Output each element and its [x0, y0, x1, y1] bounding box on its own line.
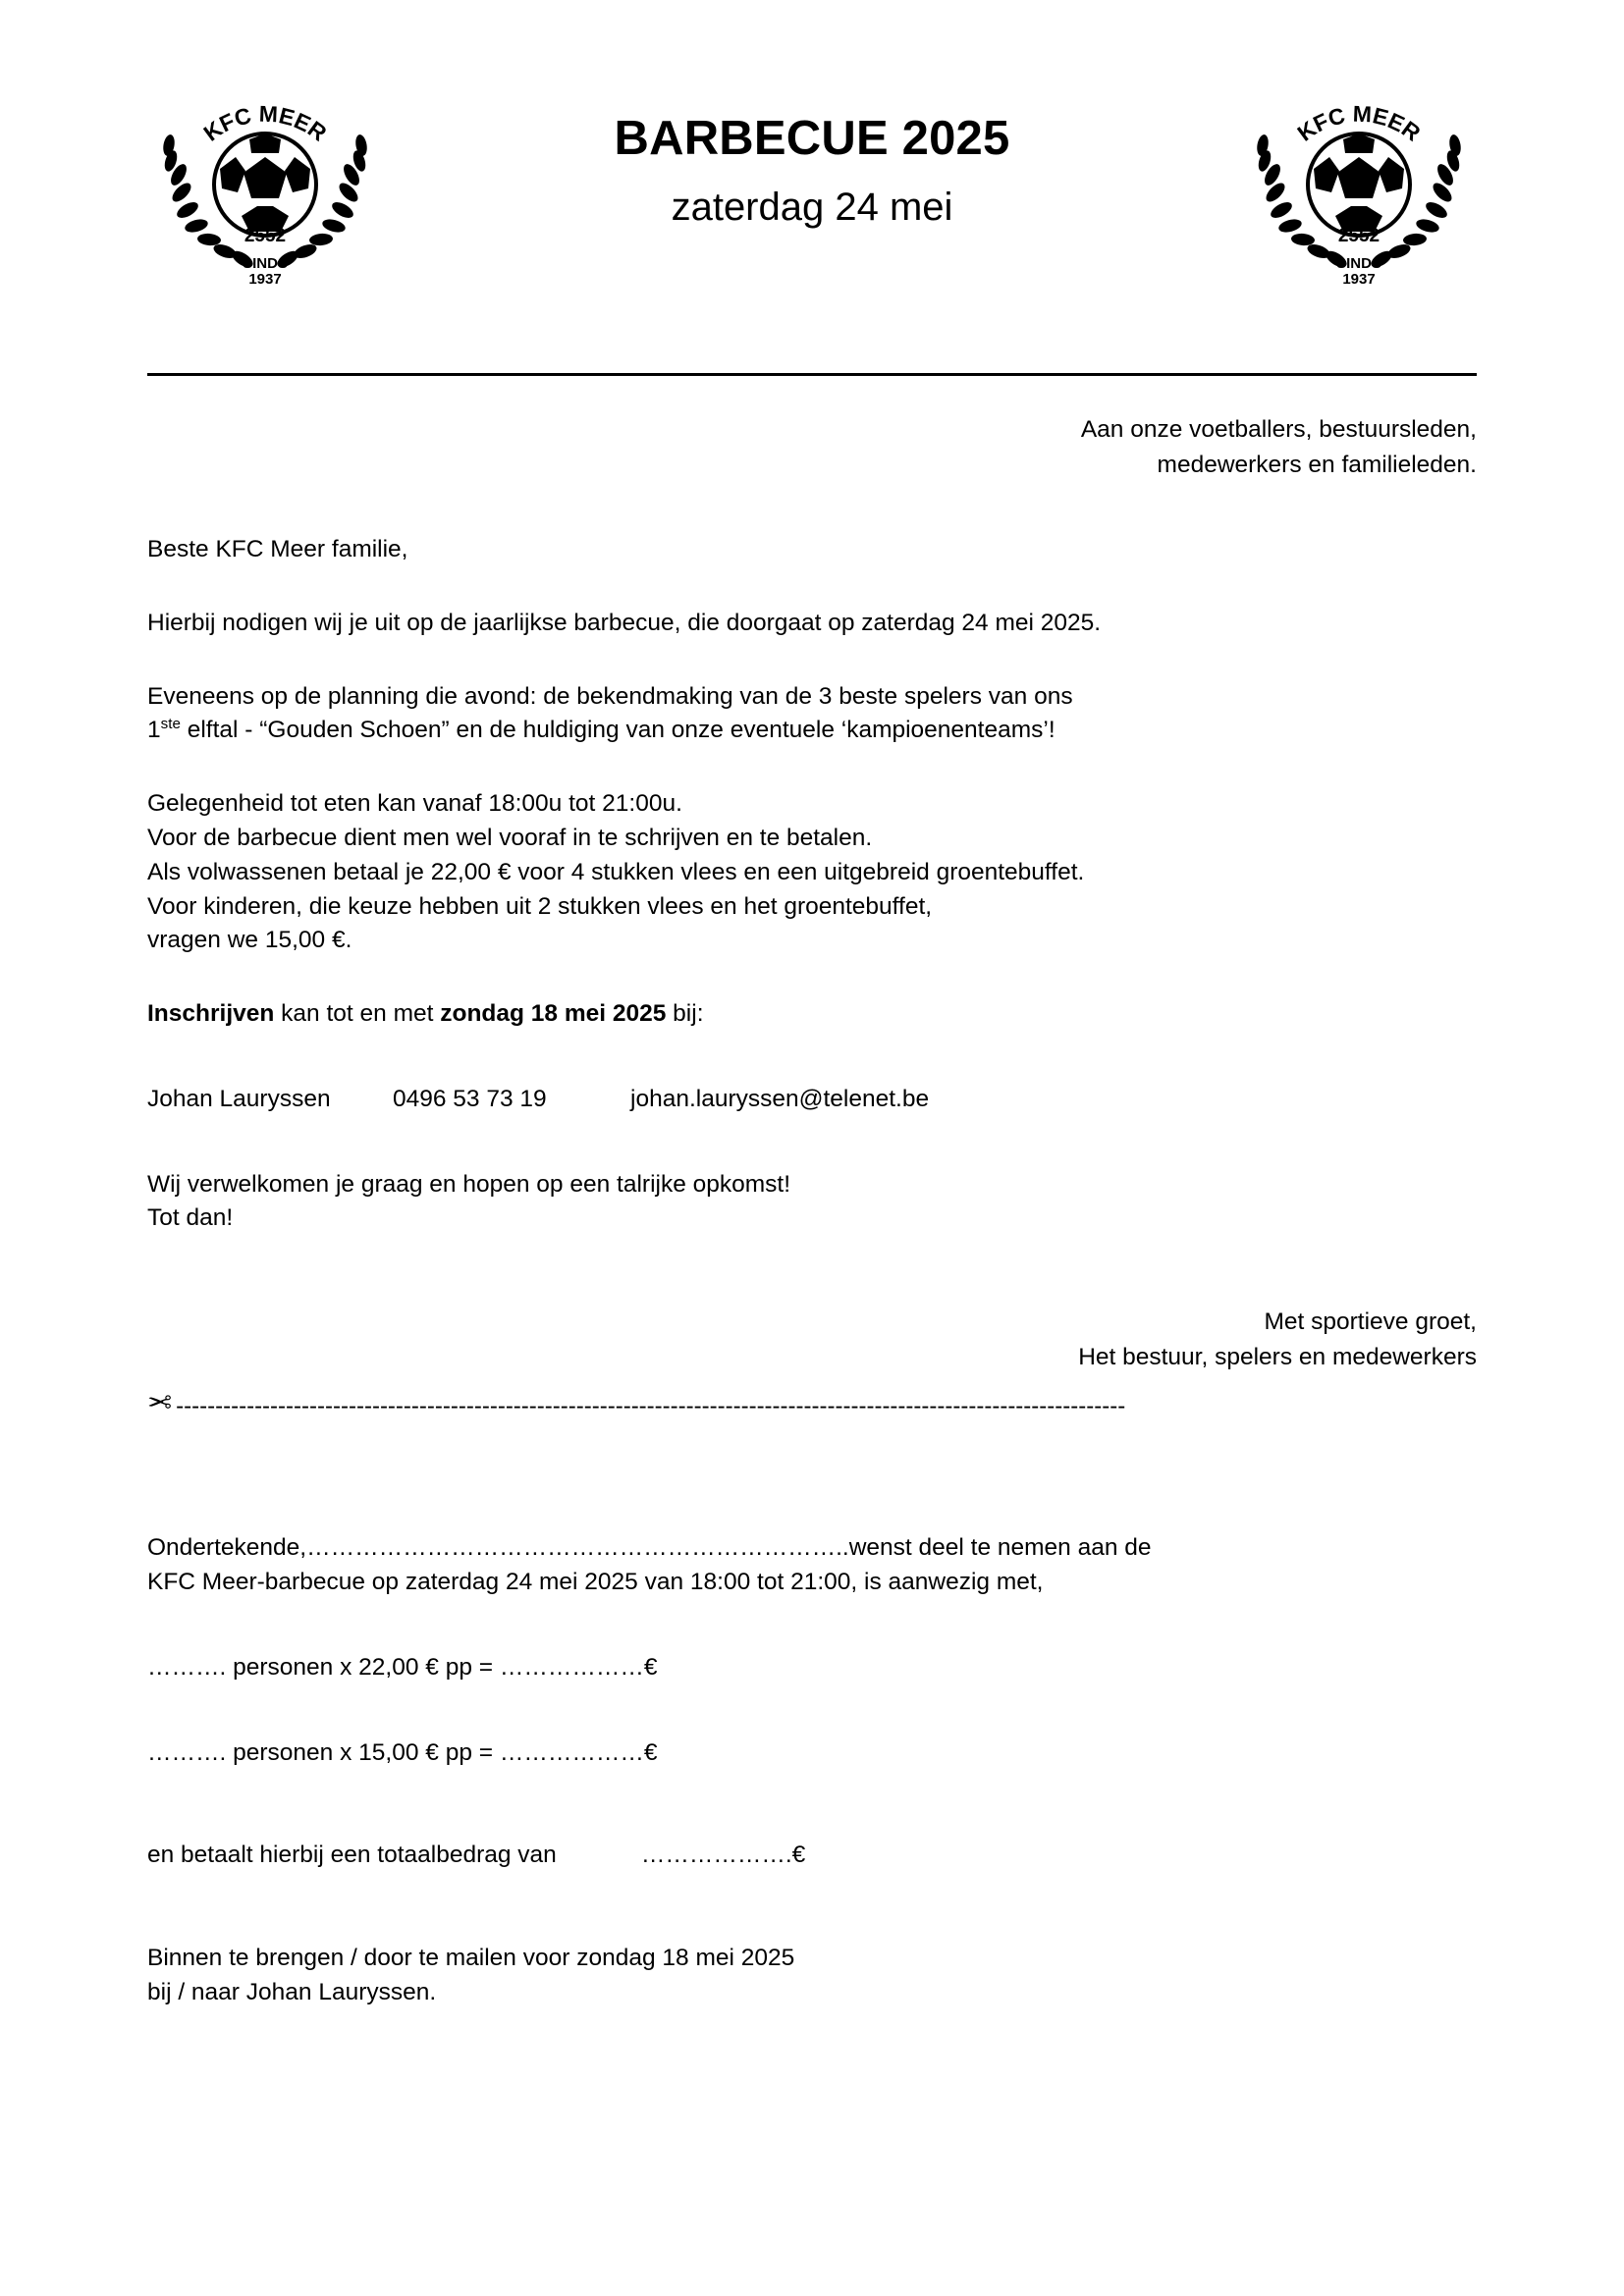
cut-dashes: ------------------------------------------------------------------------------------------------------------------------- — [176, 1395, 1126, 1419]
form-line-2: KFC Meer-barbecue op zaterdag 24 mei 2025 van 18:00 tot 21:00, is aanwezig met, — [147, 1569, 1044, 1595]
svg-text:2552: 2552 — [244, 226, 287, 246]
svg-text:SINDS: SINDS — [1336, 255, 1381, 272]
cut-here-line — [147, 1384, 1477, 1423]
delivery-line-2: bij / naar Johan Lauryssen. — [147, 1978, 437, 2005]
form-line-1: Ondertekende,…………………………………………………………..wenst deel te nemen aan de — [147, 1534, 1152, 1562]
svg-text:1937: 1937 — [1342, 271, 1376, 288]
svg-text:SINDS: SINDS — [243, 255, 288, 272]
document-header — [0, 0, 1624, 288]
svg-text:KFC MEER: KFC MEER — [1292, 100, 1426, 146]
contact-row — [147, 1083, 1477, 1117]
signup-end-text: bij: — [666, 1000, 704, 1028]
title-block — [383, 59, 1241, 229]
closing-line-1: Wij verwelkomen je graag en hopen op een talrijke opkomst! — [147, 1170, 791, 1198]
planning-line-1: Eveneens op de planning die avond: de bekendmaking van de 3 beste spelers van ons — [147, 682, 1073, 710]
signup-date: zondag 18 mei 2025 — [440, 1000, 667, 1028]
contact-phone: 0496 53 73 19 — [393, 1085, 547, 1112]
document-body — [147, 400, 1477, 2010]
detail-line-1: Gelegenheid tot eten kan vanaf 18:00u tot 21:00u. — [147, 790, 682, 818]
detail-line-2: Voor de barbecue dient men wel vooraf in te schrijven en te betalen. — [147, 824, 873, 851]
closing-line-2: Tot dan! — [147, 1204, 234, 1232]
planning-line-2 — [147, 714, 1477, 748]
addressee-line-2: medewerkers en familieleden. — [1157, 451, 1477, 478]
scissors-icon: ✂ — [147, 1387, 173, 1420]
form-total-line[interactable] — [147, 1839, 1477, 1873]
form-total-label: en betaalt hierbij een totaalbedrag van — [147, 1842, 557, 1869]
detail-line-5: vragen we 15,00 €. — [147, 927, 352, 954]
planning-ordinal-suffix: ste — [160, 716, 181, 733]
signup-middle-text: kan tot en met — [274, 1000, 441, 1028]
signoff-line-1: Met sportieve groet, — [1264, 1308, 1477, 1336]
svg-text:KFC MEER: KFC MEER — [198, 100, 332, 146]
addressee-line-1: Aan onze voetballers, bestuursleden, — [1080, 416, 1477, 443]
intro-paragraph: Hierbij nodigen wij je uit op de jaarlijkse barbecue, die doorgaat op zaterdag 24 mei 2025. — [147, 609, 1102, 636]
page-title: BARBECUE 2025 — [614, 112, 1010, 165]
delivery-line-1: Binnen te brengen / door te mailen voor zondag 18 mei 2025 — [147, 1945, 795, 1972]
planning-rest: elftal - “Gouden Schoen” en de huldiging van onze eventuele ‘kampioenenteams’! — [180, 717, 1056, 744]
detail-line-4: Voor kinderen, die keuze hebben uit 2 stukken vlees en het groentebuffet, — [147, 892, 933, 920]
planning-ordinal-number: 1 — [147, 717, 161, 744]
svg-text:2552: 2552 — [1337, 226, 1380, 246]
kfc-meer-logo-right-icon — [1241, 59, 1477, 294]
kfc-meer-logo-left-icon — [147, 59, 383, 294]
svg-text:1937: 1937 — [248, 271, 282, 288]
page-subtitle: zaterdag 24 mei — [671, 185, 953, 229]
signoff-block — [147, 1305, 1477, 1374]
detail-line-3: Als volwassenen betaal je 22,00 € voor 4 stukken vlees en een uitgebreid groentebuffet. — [147, 858, 1085, 885]
signoff-line-2: Het bestuur, spelers en medewerkers — [1078, 1343, 1477, 1370]
contact-email[interactable]: johan.lauryssen@telenet.be — [630, 1085, 930, 1112]
contact-name: Johan Lauryssen — [147, 1085, 331, 1112]
header-divider — [147, 373, 1477, 376]
form-adults-line[interactable]: ………. personen x 22,00 € pp = ………………€ — [147, 1653, 658, 1681]
salutation: Beste KFC Meer familie, — [147, 536, 408, 563]
form-children-line[interactable]: ………. personen x 15,00 € pp = ………………€ — [147, 1738, 658, 1766]
signup-keyword: Inschrijven — [147, 1000, 275, 1028]
form-total-value[interactable]: ……………….€ — [640, 1842, 806, 1869]
addressee-block — [147, 412, 1477, 482]
signup-deadline — [147, 997, 1477, 1032]
